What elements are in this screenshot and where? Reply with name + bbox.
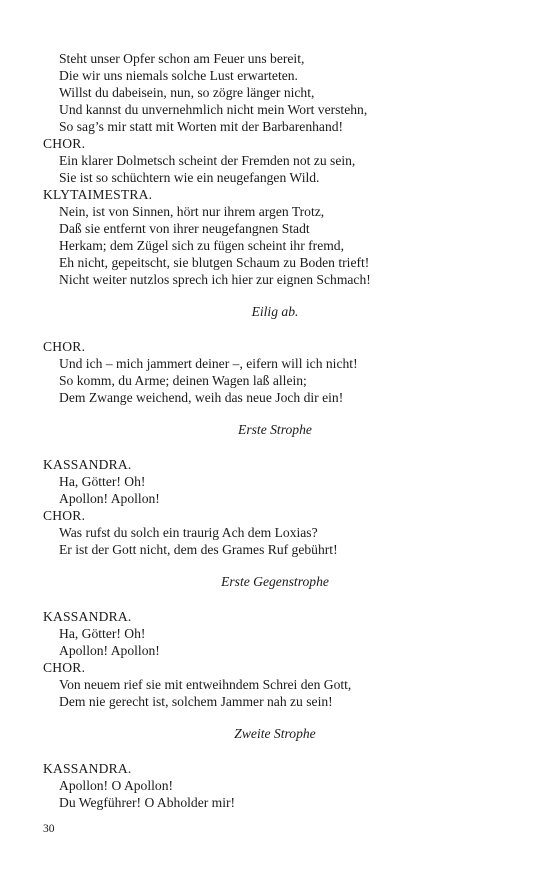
verse-line: Sie ist so schüchtern wie ein neugefangen Wild. [59,170,320,185]
speaker-name: CHOR. [43,660,86,675]
speaker-name: CHOR. [43,339,86,354]
verse-line: Er ist der Gott nicht, dem des Grames Ruf gebührt! [59,542,338,557]
verse-line: Apollon! Apollon! [59,491,160,506]
stage-direction: Erste Gegenstrophe [221,574,329,589]
verse-line: Und ich – mich jammert deiner –, eifern will ich nicht! [59,356,358,371]
verse-line: So komm, du Arme; deinen Wagen laß allein; [59,373,307,388]
speaker-name: KASSANDRA. [43,761,132,776]
verse-line: Nein, ist von Sinnen, hört nur ihrem argen Trotz, [59,204,325,219]
verse-line: Ein klarer Dolmetsch scheint der Fremden not zu sein, [59,153,356,168]
page-number: 30 [43,823,55,835]
stage-direction: Zweite Strophe [234,726,316,741]
verse-line: Die wir uns niemals solche Lust erwarteten. [59,68,298,83]
verse-line: Apollon! Apollon! [59,643,160,658]
speaker-name: CHOR. [43,508,86,523]
verse-line: So sag’s mir statt mit Worten mit der Barbarenhand! [59,119,344,134]
verse-line: Apollon! O Apollon! [59,778,174,793]
speaker-name: KLYTAIMESTRA. [43,187,153,202]
verse-line: Nicht weiter nutzlos sprech ich hier zur eignen Schmach! [59,272,371,287]
verse-line: Was rufst du solch ein traurig Ach dem Loxias? [59,525,318,540]
verse-line: Willst du dabeisein, nun, so zögre länger nicht, [59,85,315,100]
verse-line: Und kannst du unvernehmlich nicht mein Wort verstehn, [59,102,368,117]
verse-line: Von neuem rief sie mit entweihndem Schrei den Gott, [59,677,352,692]
verse-line: Dem Zwange weichend, weih das neue Joch dir ein! [59,390,344,405]
stage-direction: Erste Strophe [238,422,312,437]
stage-direction: Eilig ab. [251,304,299,319]
verse-line: Herkam; dem Zügel sich zu fügen scheint ihr fremd, [59,238,344,253]
verse-line: Dem nie gerecht ist, solchem Jammer nah zu sein! [59,694,333,709]
verse-line: Du Wegführer! O Abholder mir! [59,795,236,810]
verse-line: Ha, Götter! Oh! [59,474,146,489]
speaker-name: KASSANDRA. [43,609,132,624]
verse-line: Eh nicht, gepeitscht, sie blutgen Schaum zu Boden trieft! [59,255,370,270]
verse-line: Ha, Götter! Oh! [59,626,146,641]
speaker-name: CHOR. [43,136,86,151]
verse-line: Daß sie entfernt von ihrer neugefangnen Stadt [59,221,310,236]
verse-line: Steht unser Opfer schon am Feuer uns bereit, [59,51,305,66]
speaker-name: KASSANDRA. [43,457,132,472]
